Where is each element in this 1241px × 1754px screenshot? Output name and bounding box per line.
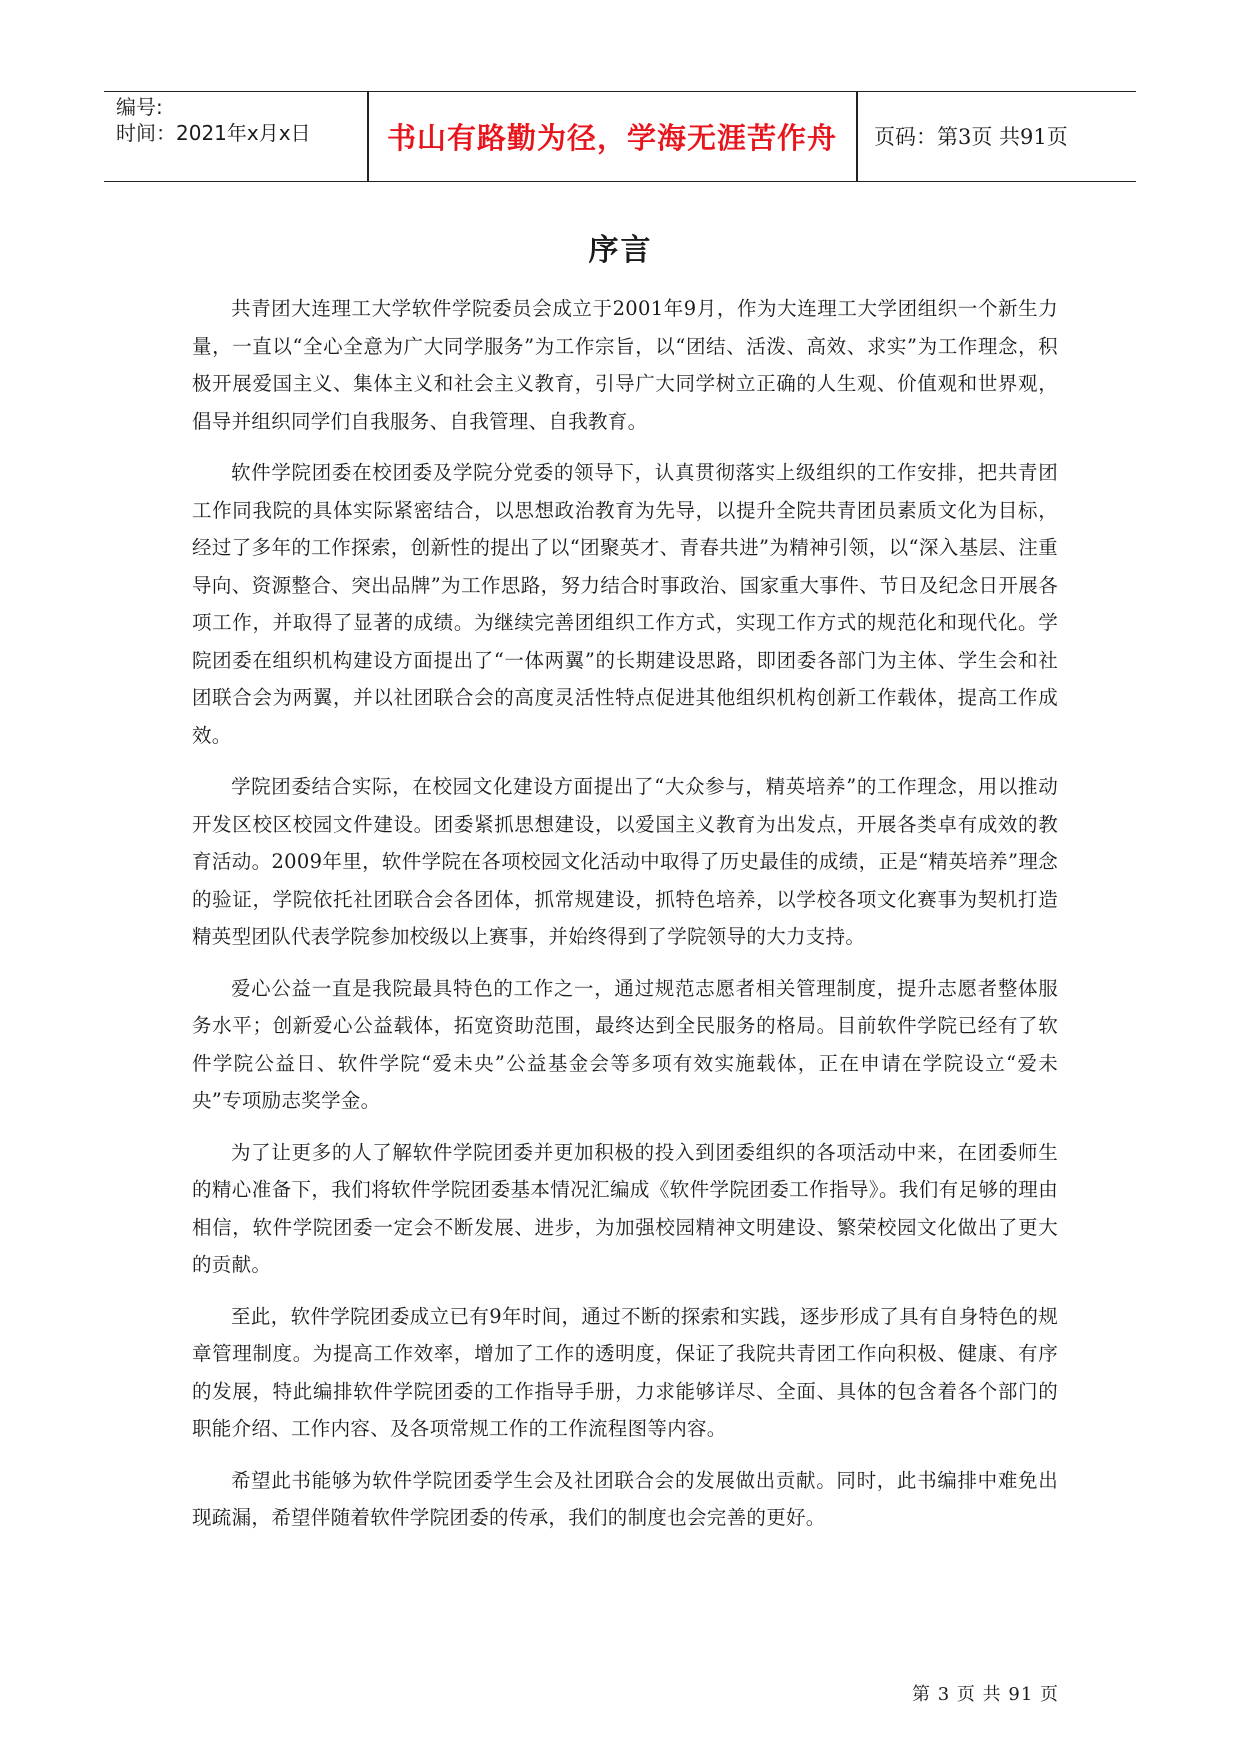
- page-footer: 第 3 页 共 91 页: [912, 1684, 1059, 1705]
- document-body: [192, 290, 1058, 1551]
- paragraph: 至此，软件学院团委成立已有9年时间，通过不断的探索和实践，逐步形成了具有自身特色的规章管理制度。为提高工作效率，增加了工作的透明度，保证了我院共青团工作向积极、健康、有序的发展，特此编排软件学院团委的工作指导手册，力求能够详尽、全面、具体的包含着各个部门的职能介绍、工作内容、及各项常规工作的工作流程图等内容。: [192, 1304, 1058, 1440]
- header-meta: [116, 94, 361, 146]
- header-motto: 书山有路勤为径，学海无涯苦作舟: [386, 120, 837, 155]
- header-divider: [856, 92, 858, 181]
- page-title: 序言: [588, 233, 653, 268]
- paragraph: 学院团委结合实际，在校园文化建设方面提出了“大众参与，精英培养”的工作理念，用以推动开发区校区校园文件建设。团委紧抓思想建设，以爱国主义教育为出发点，开展各类卓有成效的教育活动。2009年里，软件学院在各项校园文化活动中取得了历史最佳的成绩，正是“精英培养”理念的验证，学院依托社团联合会各团体，抓常规建设，抓特色培养，以学校各项文化赛事为契机打造精英型团队代表学院参加校级以上赛事，并始终得到了学院领导的大力支持。: [192, 775, 1058, 948]
- paragraph: 软件学院团委在校团委及学院分党委的领导下，认真贯彻落实上级组织的工作安排，把共青团工作同我院的具体实际紧密结合，以思想政治教育为先导，以提升全院共青团员素质文化为目标，经过了多年的工作探索，创新性的提出了以“团聚英才、青春共进”为精神引领，以“深入基层、注重导向、资源整合、突出品牌”为工作思路，努力结合时事政治、国家重大事件、节日及纪念日开展各项工作，并取得了显著的成绩。为继续完善团组织工作方式，实现工作方式的规范化和现代化。学院团委在组织机构建设方面提出了“一体两翼”的长期建设思路，即团委各部门为主体、学生会和社团联合会为两翼，并以社团联合会的高度灵活性特点促进其他组织机构创新工作载体，提高工作成效。: [192, 461, 1058, 747]
- paragraph: 希望此书能够为软件学院团委学生会及社团联合会的发展做出贡献。同时，此书编排中难免出现疏漏，希望伴随着软件学院团委的传承，我们的制度也会完善的更好。: [192, 1468, 1058, 1529]
- paragraph: 共青团大连理工大学软件学院委员会成立于2001年9月，作为大连理工大学团组织一个新生力量，一直以“全心全意为广大同学服务”为工作宗旨，以“团结、活泼、高效、求实”为工作理念，积极开展爱国主义、集体主义和社会主义教育，引导广大同学树立正确的人生观、价值观和世界观，倡导并组织同学们自我服务、自我管理、自我教育。: [192, 297, 1058, 433]
- header-page-info: 页码：第3页 共91页: [874, 125, 1068, 149]
- document-number-label: 编号:: [116, 95, 163, 119]
- paragraph: 爱心公益一直是我院最具特色的工作之一，通过规范志愿者相关管理制度，提升志愿者整体服务水平；创新爱心公益载体，拓宽资助范围，最终达到全民服务的格局。目前软件学院已经有了软件学院公益日、软件学院“爱未央”公益基金会等多项有效实施载体，正在申请在学院设立“爱未央”专项励志奖学金。: [192, 976, 1058, 1112]
- document-time-label: 时间：2021年x月x日: [116, 121, 311, 145]
- page-header: [104, 91, 1136, 182]
- paragraph: 为了让更多的人了解软件学院团委并更加积极的投入到团委组织的各项活动中来，在团委师生的精心准备下，我们将软件学院团委基本情况汇编成《软件学院团委工作指导》。我们有足够的理由相信，软件学院团委一定会不断发展、进步，为加强校园精神文明建设、繁荣校园文化做出了更大的贡献。: [192, 1140, 1058, 1276]
